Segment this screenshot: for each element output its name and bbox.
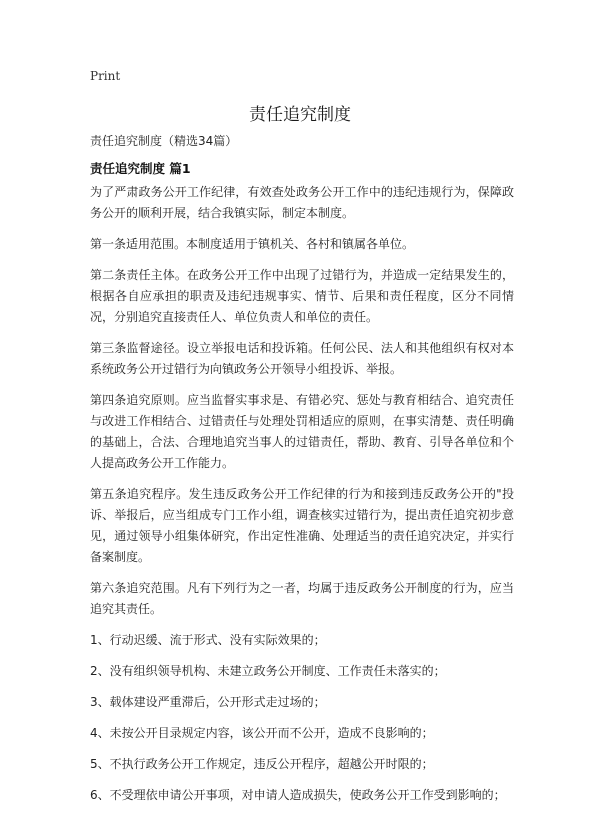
paragraph-article-4: 第四条追究原则。应当监督实事求是、有错必究、惩处与教育相结合、追究责任与改进工作相结合、过错责任与处理处罚相适应的原则，在事实清楚、责任明确的基础上，合法、合理地追究当事人的过错责任，帮助、教育、引导各单位和个人提高政务公开工作能力。 [90, 393, 514, 470]
paragraph-article-2: 第二条责任主体。在政务公开工作中出现了过错行为，并造成一定结果发生的，根据各自应承担的职责及违纪违规事实、情节、后果和责任程度，区分不同情况，分别追究直接责任人、单位负责人和单位的责任。 [90, 268, 514, 324]
document-body [90, 182, 514, 816]
paragraph-article-5: 第五条追究程序。发生违反政务公开工作纪律的行为和接到违反政务公开的"投诉、举报后，应当组成专门工作小组，调查核实过错行为，提出责任追究初步意见，通过领导小组集体研究，作出定性准确、处理适当的责任追究决定，并实行备案制度。 [90, 487, 514, 564]
paragraph-article-1: 第一条适用范围。本制度适用于镇机关、各村和镇属各单位。 [90, 237, 415, 251]
paragraph-article-6: 第六条追究范围。凡有下列行为之一者，均属于违反政务公开制度的行为，应当追究其责任。 [90, 581, 514, 616]
list-item: 6、不受理依申请公开事项，对申请人造成损失，使政务公开工作受到影响的； [90, 788, 506, 802]
list-item: 4、未按公开目录规定内容，该公开而不公开，造成不良影响的； [90, 726, 434, 740]
page-title: 责任追究制度 [249, 105, 351, 125]
list-item: 3、载体建设严重滞后，公开形式走过场的； [90, 695, 326, 709]
document-subtitle: 责任追究制度（精选34篇） [90, 134, 238, 148]
paragraph-intro: 为了严肃政务公开工作纪律，有效查处政务公开工作中的违纪违规行为，保障政务公开的顺利开展，结合我镇实际，制定本制度。 [90, 185, 514, 220]
paragraph-article-3: 第三条监督途径。设立举报电话和投诉箱。任何公民、法人和其他组织有权对本系统政务公开过错行为向镇政务公开领导小组投诉、举报。 [90, 341, 514, 376]
list-item: 1、行动迟缓、流于形式、没有实际效果的； [90, 633, 326, 647]
print-link[interactable]: Print [90, 69, 121, 83]
list-item: 2、没有组织领导机构、未建立政务公开制度、工作责任未落实的； [90, 664, 446, 678]
list-item: 5、不执行政务公开工作规定，违反公开程序，超越公开时限的； [90, 757, 434, 771]
section-heading: 责任追究制度 篇1 [90, 161, 191, 176]
